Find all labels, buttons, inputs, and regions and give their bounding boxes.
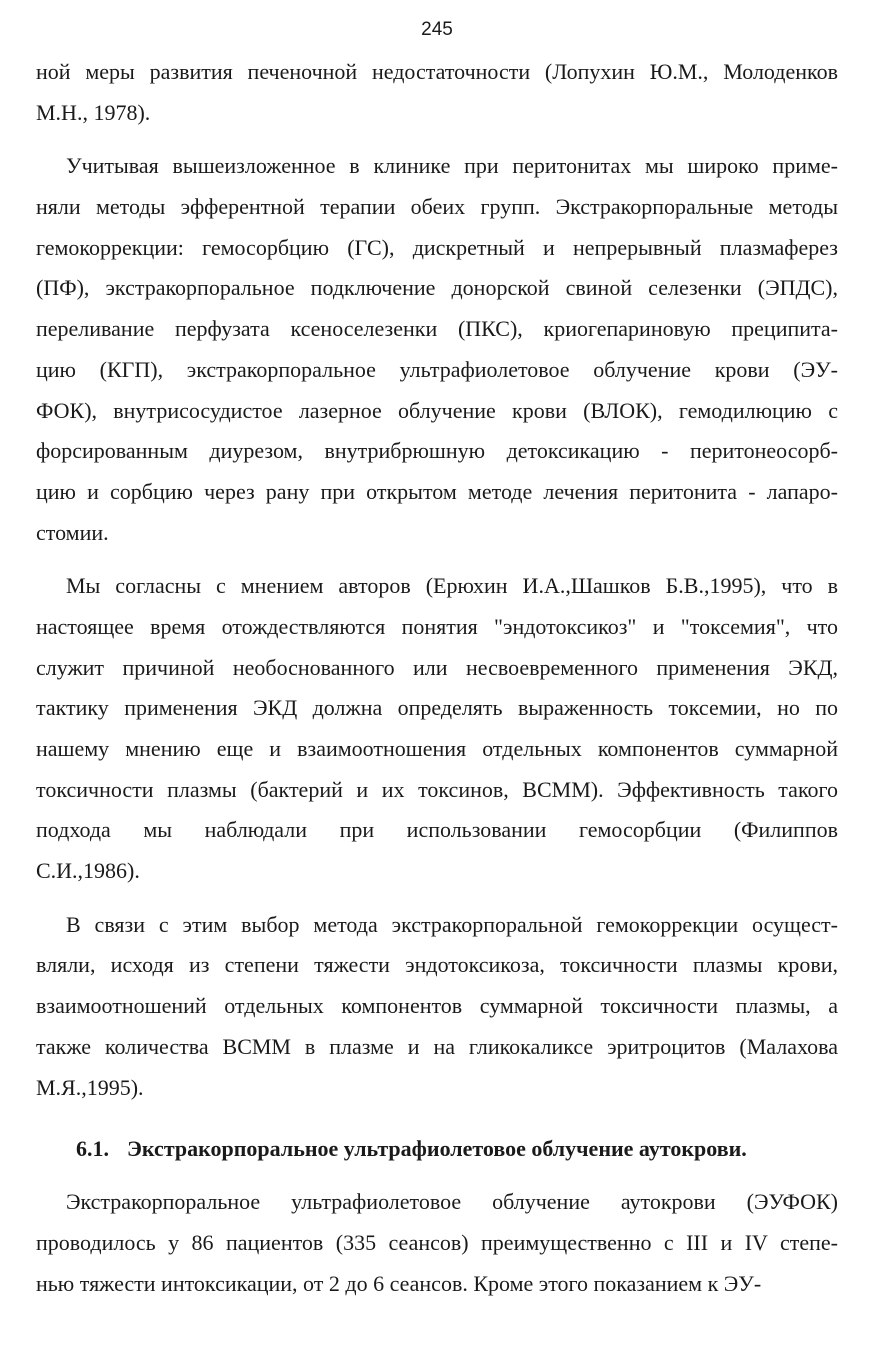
text-line: С.И.,1986). [36, 858, 140, 884]
text-line: переливание перфузата ксеноселезенки (ПКС), криогепариновую преципита- [36, 316, 838, 342]
text-line: служит причиной необоснованного или несвоевременного применения ЭКД, [36, 654, 838, 680]
text-line: Экстракорпоральное ультрафиолетовое облучение аутокрови (ЭУФОК) [66, 1189, 838, 1215]
text-line: Учитывая вышеизложенное в клинике при перитонитах мы широко приме- [66, 153, 838, 179]
text-line: стомии. [36, 519, 109, 545]
paragraph [36, 566, 838, 892]
text-line: цию и сорбцию через рану при открытом методе лечения перитонита - лапаро- [36, 478, 838, 504]
paragraph [36, 905, 838, 1108]
text-line: нашему мнению еще и взаимоотношения отдельных компонентов суммарной [36, 736, 838, 761]
text-line: ФОК), внутрисосудистое лазерное облучение крови (ВЛОК), гемодилюцию с [36, 397, 838, 423]
text-line: форсированным диурезом, внутрибрюшную детоксикацию - перитонеосорб- [36, 438, 838, 464]
page-number: 245 [421, 19, 453, 40]
text-line: няли методы эфферентной терапии обеих групп. Экстракорпоральные методы [36, 194, 838, 220]
text-line: М.Я.,1995). [36, 1074, 144, 1100]
text-line: В связи с этим выбор метода экстракорпоральной гемокоррекции осущест- [66, 911, 838, 937]
text-line: (ПФ), экстракорпоральное подключение донорской свиной селезенки (ЭПДС), [36, 275, 838, 301]
text-line: также количества ВСММ в плазме и на гликокаликсе эритроцитов (Малахова [36, 1033, 838, 1059]
paragraph [36, 52, 838, 133]
text-line: токсичности плазмы (бактерий и их токсинов, ВСММ). Эффективность такого [36, 776, 838, 802]
text-line: настоящее время отождествляются понятия "эндотоксикоз" и "токсемия", что [36, 613, 838, 639]
text-line: подхода мы наблюдали при использовании гемосорбции (Филиппов [36, 817, 838, 843]
text-line: ной меры развития печеночной недостаточности (Лопухин Ю.М., Молоденков [36, 59, 838, 84]
body-text [36, 52, 838, 1304]
text-line: гемокоррекции: гемосорбцию (ГС), дискретный и непрерывный плазмаферез [36, 234, 838, 260]
text-line: тактику применения ЭКД должна определять выраженность токсемии, но по [36, 695, 838, 721]
text-line: вляли, исходя из степени тяжести эндотоксикоза, токсичности плазмы крови, [36, 952, 838, 978]
paragraph [36, 1182, 838, 1304]
text-line: Мы согласны с мнением авторов (Ерюхин И.А.,Шашков Б.В.,1995), что в [66, 573, 838, 599]
section-heading [36, 1129, 838, 1169]
text-line: М.Н., 1978). [36, 99, 151, 125]
text-line: цию (КГП), экстракорпоральное ультрафиолетовое облучение крови (ЭУ- [36, 356, 838, 382]
section-title: Экстракорпоральное ультрафиолетовое облучение аутокрови. [127, 1136, 747, 1162]
text-line: взаимоотношений отдельных компонентов суммарной токсичности плазмы, а [36, 993, 838, 1019]
text-line: нью тяжести интоксикации, от 2 до 6 сеансов. Кроме этого показанием к ЭУ- [36, 1270, 762, 1296]
paragraph [36, 146, 838, 553]
text-line: проводилось у 86 пациентов (335 сеансов) преимущественно с III и IV степе- [36, 1229, 838, 1255]
section-number: 6.1. [76, 1136, 109, 1162]
